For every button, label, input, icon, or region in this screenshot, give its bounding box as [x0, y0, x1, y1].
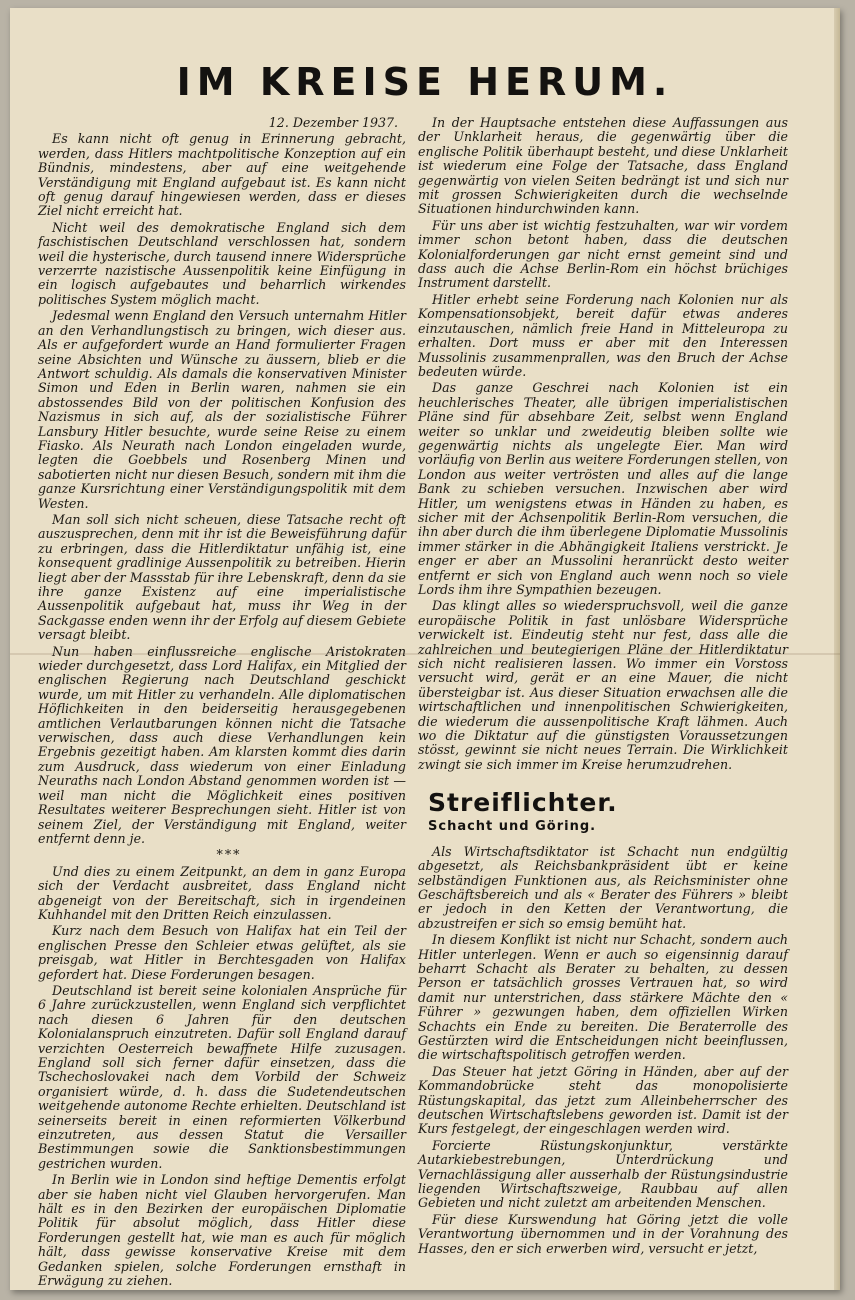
article-paragraph: Für uns aber ist wichtig festzuhalten, war wir vordem immer schon betont haben, dass die deutschen Kolonialforderungen gar nicht ernst gemeint sind und dass auch die Achse Berlin-Rom ein höchst brüchiges Instrument darstellt. — [418, 217, 788, 291]
article-date: 12. Dezember 1937. — [268, 115, 398, 130]
article-paragraph: In Berlin wie in London sind heftige Dementis erfolgt aber sie haben nicht viel Glauben hervorgerufen. Man hält es in den Bezirken der europäischen Diplomatie Politik für absolut möglich, dass Hitler diese Forderungen gestellt hat, wie man es auch für möglich hält, dass gewisse konservative Kreise mit dem Gedanken spielen, solche Forderungen ernsthaft in Erwägung zu ziehen. — [38, 1172, 406, 1289]
article-paragraph: Kurz nach dem Besuch von Halifax hat ein Teil der englischen Presse den Schleier etwas gelüftet, als sie preisgab, wat Hitler in Berchtesgaden von Halifax gefordert hat. Diese Forderungen besagen. — [38, 923, 406, 982]
section-paragraph: In diesem Konflikt ist nicht nur Schacht, sondern auch Hitler unterlegen. Wenn er auch so eigensinnig darauf beharrt Schacht als Berater zu behalten, zu dessen Person er tatsächlich grosses Vertrauen hat, so wird damit nur unterstrichen, dass stärkere Mächte den « Führer » gezwungen haben, dem offiziellen Wirken Schachts ein Ende zu bereiten. Die Beraterrolle des Gestürzten wird die Entscheidungen nicht beeinflussen, die wirtschaftspolitisch getroffen werden. — [418, 932, 788, 1063]
article-paragraph: Deutschland ist bereit seine kolonialen Ansprüche für 6 Jahre zurückzustellen, wenn England sich verpflichtet nach diesen 6 Jahren für den deutschen Kolonialanspruch einzutreten. Dafür soll England darauf verzichten Oesterreich bewaffnete Hilfe zuzusagen. England soll sich ferner dafür einsetzen, dass die Tschechoslovakei nach dem Vorbild der Schweiz organisiert würde, d. h. dass die Sudetendeutschen weitgehende autonome Rechte erhielten. Deutschland ist seinerseits bereit in einen reformierten Völkerbund einzutreten, aus dessen Statut die Versailler Bestimmungen sowie die Sanktionsbestimmungen gestrichen wurden. — [38, 982, 406, 1171]
article-paragraph: Nicht weil des demokratische England sich dem faschistischen Deutschland verschlossen hat, sondern weil die hysterische, durch tausend innere Widersprüche verzerrte nazistische Aussenpolitik keine Einfügung in ein logisch aufgebautes und beharrlich wirkendes politisches System möglich macht. — [38, 219, 406, 307]
section-paragraph: Als Wirtschaftsdiktator ist Schacht nun endgültig abgesetzt, als Reichsbankpräsident übt er keine selbständigen Funktionen aus, als Reichsminister ohne Geschäftsbereich und als « Berater des Führers » bleibt er jedoch in den Ketten der Verantwortung, die abzustreifen er sich so emsig bemüht hat. — [418, 843, 788, 931]
section-paragraph: Forcierte Rüstungskonjunktur, verstärkte Autarkiebestrebungen, Unterdrückung und Vernachlässigung aller ausserhalb der Rüstungsindustrie liegenden Wirtschaftszweige, Raubbau auf allen Gebieten und nicht zuletzt am arbeitenden Menschen. — [418, 1137, 788, 1211]
article-paragraph: Das ganze Geschrei nach Kolonien ist ein heuchlerisches Theater, alle übrigen imperialistischen Pläne sind für absehbare Zeit, selbst wenn England weiter so unklar und zweideutig bleiben sollte wie gegenwärtig nichts als ungelegte Eier. Man wird vorläufig von Berlin aus weitere Forderungen stellen, von London aus weiter vertrösten und alles auf die lange Bank zu schieben versuchen. Inzwischen aber wird Hitler, um wenigstens etwas in Händen zu haben, es sicher mit der Achsenpolitik Berlin-Rom versuchen, die ihn aber durch die ihm überlegene Diplomatie Mussolinis immer stärker in die Abhängigkeit Italiens verstrickt. Je enger er aber an Mussolini heranrückt desto weiter entfernt er sich von England auch wenn noch so viele Lords ihm ihre Sympathien bezeugen. — [418, 380, 788, 597]
right-column — [418, 116, 788, 1258]
left-column — [38, 116, 406, 1290]
article-paragraph: Jedesmal wenn England den Versuch unternahm Hitler an den Verhandlungstisch zu bringen, wich dieser aus. Als er aufgefordert wurde an Hand formulierter Fragen seine Absichten und Wünsche zu äussern, blieb er die Antwort schuldig. Als damals die konservativen Minister Simon und Eden in Berlin waren, nahmen sie ein abstossendes Bild von der politischen Konfusion des Nazismus in sich auf, als der sozialistische Führer Lansbury Hitler besuchte, wurde seine Reise zu einem Fiasko. Als Neurath nach London eingeladen wurde, legten die Goebbels und Rosenberg Minen und sabotierten nicht nur diesen Besuch, sondern mit ihm die ganze Kursrichtung einer Verständigungspolitik mit dem Westen. — [38, 308, 406, 511]
article-paragraph: In der Hauptsache entstehen diese Auffassungen aus der Unklarheit heraus, die gegenwärtig über die englische Politik überhaupt besteht, und diese Unklarheit ist wiederum eine Folge der Tatsache, dass England gegenwärtig von vielen Seiten bedrängt ist und sich nur mit grossen Schwierigkeiten durch die wechselnde Situationen hindurchwinden kann. — [418, 115, 788, 217]
page-edge — [834, 8, 840, 1290]
section-subtitle: Schacht und Göring. — [428, 819, 597, 835]
section-paragraph: Das Steuer hat jetzt Göring in Händen, aber auf der Kommandobrücke steht das monopolisierte Rüstungskapital, das jetzt zum Alleinbeherrscher des deutschen Wirtschaftslebens geworden ist. Damit ist der Kurs festgelegt, der eingeschlagen werden wird. — [418, 1063, 788, 1137]
section-title: Streiflichter. — [428, 788, 618, 818]
article-paragraph: Und dies zu einem Zeitpunkt, an dem in ganz Europa sich der Verdacht ausbreitet, dass England nicht abgeneigt von der Bereitschaft, sich in irgendeinen Kuhhandel mit den Dritten Reich einzulassen. — [38, 863, 406, 922]
article-paragraph: Man soll sich nicht scheuen, diese Tatsache recht oft auszusprechen, denn mit ihr ist die Beweisführung dafür zu erbringen, dass die Hitlerdiktatur unfähig ist, eine konsequent gradlinige Aussenpolitik zu betreiben. Hierin liegt aber der Massstab für ihre Lebenskraft, denn da sie ihre ganze Existenz auf eine imperialistische Aussenpolitik aufgebaut hat, muss ihr Weg in der Sackgasse enden wenn ihr der Erfolg auf diesem Gebiete versagt bleibt. — [38, 511, 406, 643]
article-paragraph: Hitler erhebt seine Forderung nach Kolonien nur als Kompensationsobjekt, bereit dafür etwas anderes einzutauschen, nämlich freie Hand in Mitteleuropa zu erhalten. Dort muss er aber mit den Interessen Mussolinis zusammenprallen, was den Bruch der Achse bedeuten würde. — [418, 291, 788, 379]
article-paragraph: Es kann nicht oft genug in Erinnerung gebracht, werden, dass Hitlers machtpolitische Konzeption auf ein Bündnis, mindestens, aber auf eine weitgehende Verständigung mit England aufgebaut ist. Es kann nicht oft genug darauf hingewiesen werden, dass er dieses Ziel nicht erreicht hat. — [38, 131, 406, 219]
newspaper-page — [10, 8, 840, 1290]
article-paragraph: Das klingt alles so wiederspruchsvoll, weil die ganze europäische Politik in fast unlösbare Widersprüche verwickelt ist. Eindeutig steht nur fest, dass alle die zahlreichen und beutegierigen Pläne der Hitlerdiktatur sich nicht realisieren lassen. Wo immer ein Vorstoss versucht wird, gerät er an eine Mauer, die nicht übersteigbar ist. Aus dieser Situation erwachsen alle die wirtschaftlichen und innenpolitischen Schwierigkeiten, die wiederum die aussenpolitische Kraft lähmen. Auch wo die Diktatur auf die günstigsten Voraussetzungen stösst, gewinnt sie nicht neues Terrain. Die Wirklichkeit zwingt sie sich immer im Kreise herumzudrehen. — [418, 598, 788, 772]
section-separator: *** — [216, 847, 242, 863]
section-paragraph: Für diese Kurswendung hat Göring jetzt die volle Verantwortung übernommen und in der Vorahnung des Hasses, den er sich erwerben wird, versucht er jetzt, — [418, 1211, 788, 1256]
article-paragraph: Nun haben einflussreiche englische Aristokraten wieder durchgesetzt, dass Lord Halifax, ein Mitglied der englischen Regierung nach Deutschland geschickt wurde, um mit Hitler zu verhandeln. Alle diplomatischen Höflichkeiten in den beiderseitig herausgegebenen amtlichen Verlautbarungen können nicht die Tatsache verwischen, dass auch diese Verhandlungen kein Ergebnis gezeitigt haben. Am klarsten kommt dies darin zum Ausdruck, dass wiederum von einer Einladung Neuraths nach London Abstand genommen worden ist — weil man nicht die Möglichkeit eines positiven Resultates weiterer Besprechungen sieht. Hitler ist von seinem Ziel, der Verständigung mit England, weiter entfernt denn je. — [38, 643, 406, 846]
article-title: IM KREISE HERUM. — [176, 60, 674, 104]
